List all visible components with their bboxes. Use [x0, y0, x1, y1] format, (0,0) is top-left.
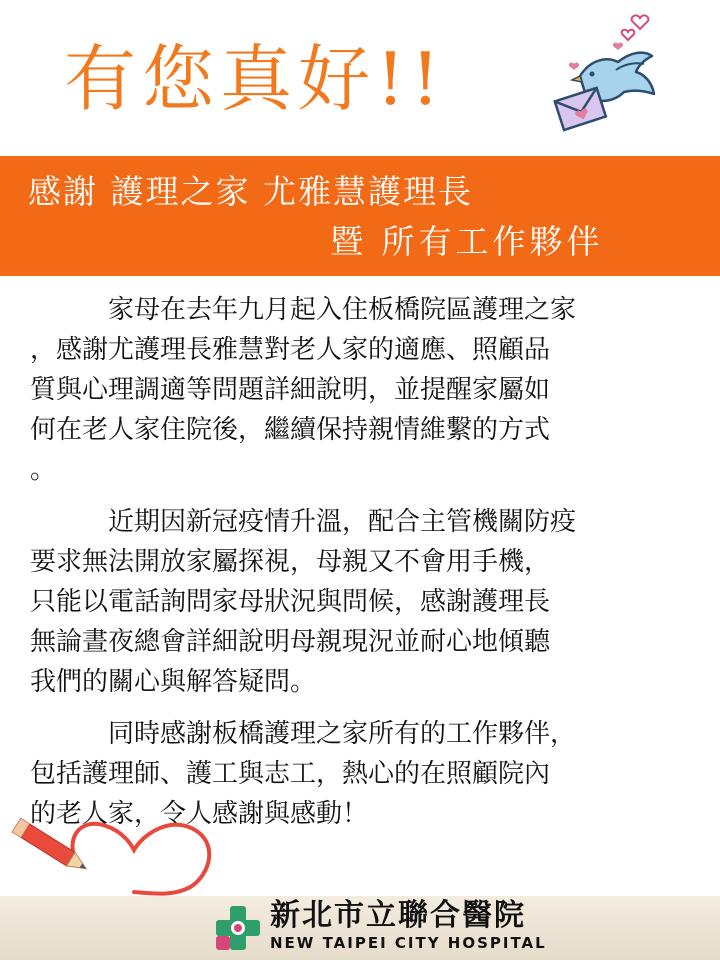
paragraph-1 [30, 290, 690, 490]
thanks-banner [0, 156, 720, 276]
text-line: 我們的關心與解答疑問。 [30, 667, 317, 697]
text-line: 無論晝夜總會詳細說明母親現況並耐心地傾聽 [30, 627, 551, 657]
paragraph-2 [30, 502, 690, 702]
text-line: 何在老人家住院後，繼續保持親情維繫的方式 [30, 415, 551, 445]
hospital-name-english: NEW TAIPEI CITY HOSPITAL [270, 934, 547, 952]
dove-with-letter-icon [540, 10, 670, 140]
text-line: 的老人家，令人感謝與感動！ [30, 799, 369, 829]
text-line: 。 [30, 455, 57, 485]
cross-icon [214, 904, 262, 952]
footer [0, 896, 720, 960]
page-title: 有您真好!! [64, 37, 446, 121]
text-line: 家母在去年九月起入住板橋院區護理之家 [108, 295, 577, 325]
text-line: 要求無法開放家屬探視，母親又不會用手機， [30, 547, 551, 577]
banner-line-1: 感謝 護理之家 尤雅慧護理長 [28, 172, 473, 211]
text-line: ，感謝尤護理長雅慧對老人家的適應、照顧品 [30, 335, 551, 365]
text-line: 同時感謝板橋護理之家所有的工作夥伴， [108, 719, 577, 749]
banner-line-2: 暨 所有工作夥伴 [330, 222, 604, 261]
letter-body [30, 290, 690, 846]
hospital-name-chinese: 新北市立聯合醫院 [270, 898, 526, 933]
text-line: 質與心理調適等問題詳細說明，並提醒家屬如 [30, 375, 551, 405]
pencil-heart-icon [6, 806, 256, 896]
text-line: 近期因新冠疫情升溫，配合主管機關防疫 [108, 507, 577, 537]
text-line: 只能以電話詢問家母狀況與問候，感謝護理長 [30, 587, 551, 617]
text-line: 包括護理師、護工與志工，熱心的在照顧院內 [30, 759, 551, 789]
